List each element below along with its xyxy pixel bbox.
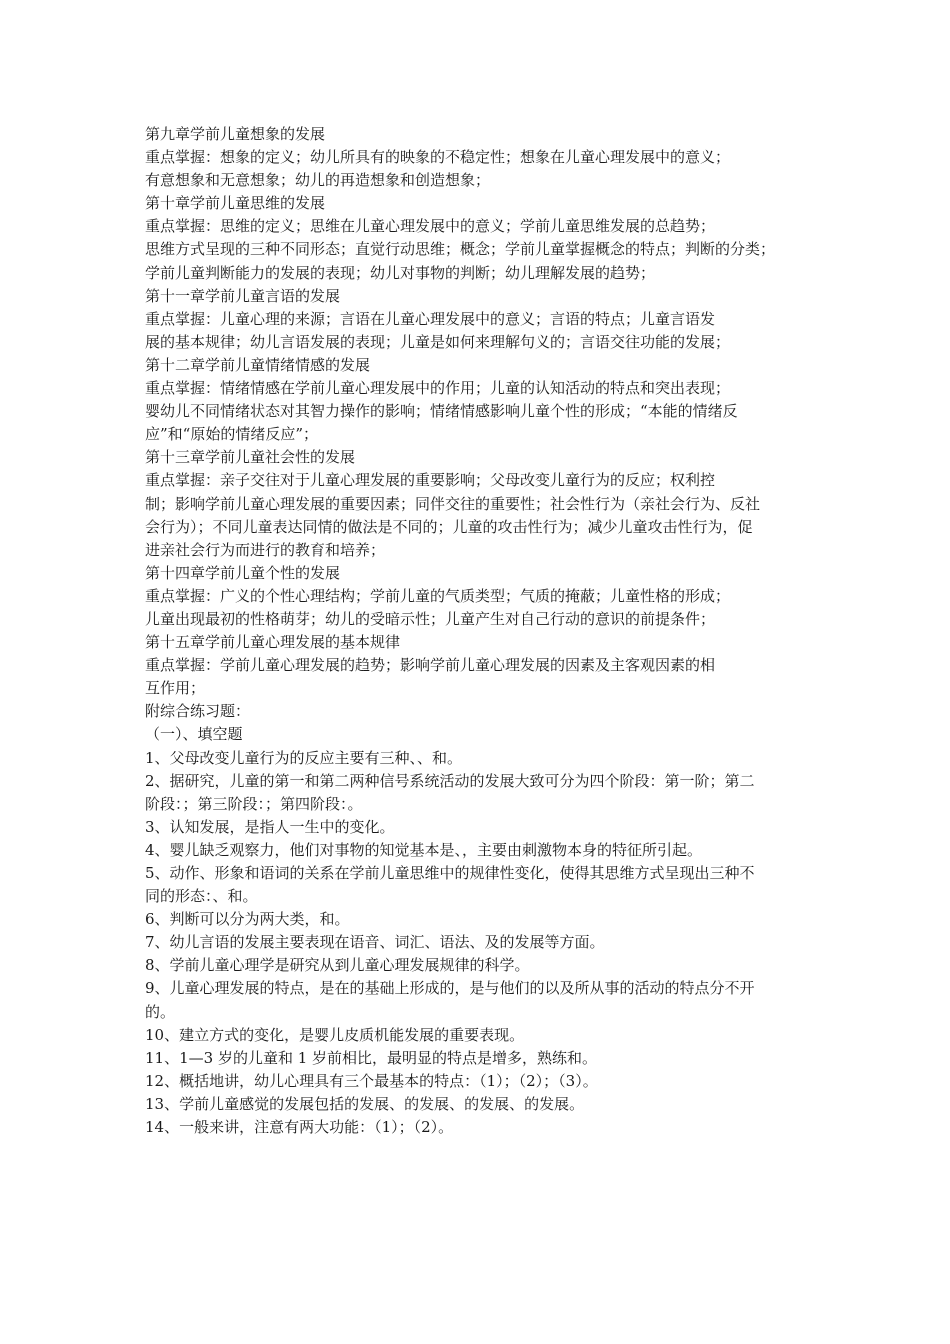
chapter-heading: 第十一章学前儿童言语的发展: [145, 286, 341, 305]
paragraph-line: 儿童出现最初的性格萌芽；幼儿的受暗示性；儿童产生对自己行动的意识的前提条件；: [145, 609, 716, 628]
question-line: 13、学前儿童感觉的发展包括的发展、的发展、的发展、的发展。: [145, 1094, 585, 1113]
question-line: 的。: [145, 1002, 176, 1021]
document-page: [145, 123, 825, 1139]
question-line: 4、婴儿缺乏观察力，他们对事物的知觉基本是、，主要由刺激物本身的特征所引起。: [145, 840, 703, 859]
question-line: 11、1—3 岁的儿童和 1 岁前相比，最明显的特点是增多，熟练和。: [145, 1048, 598, 1067]
question-line: 5、动作、形象和语词的关系在学前儿童思维中的规律性变化，使得其思维方式呈现出三种不: [145, 864, 755, 882]
paragraph-line: 重点掌握：想象的定义；幼儿所具有的映象的不稳定性；想象在儿童心理发展中的意义；: [145, 148, 731, 167]
paragraph-line: 有意想象和无意想象；幼儿的再造想象和创造想象；: [145, 171, 491, 190]
question-line: 2、据研究，儿童的第一和第二两种信号系统活动的发展大致可分为四个阶段：第一阶；第二: [145, 771, 755, 790]
question-line: 12、概括地讲，幼儿心理具有三个最基本的特点：（1）；（2）；（3）。: [145, 1071, 598, 1090]
question-line: 10、建立方式的变化，是婴儿皮质机能发展的重要表现。: [145, 1025, 525, 1044]
question-line: 3、认知发展，是指人一生中的变化。: [145, 817, 395, 836]
question-line: 14、一般来讲，注意有两大功能：（1）；（2）。: [145, 1118, 454, 1137]
question-line: 同的形态：、和。: [145, 887, 258, 906]
chapter-heading: 第十三章学前儿童社会性的发展: [145, 448, 356, 467]
chapter-heading: 第十四章学前儿童个性的发展: [145, 563, 341, 582]
paragraph-line: 展的基本规律；幼儿言语发展的表现；儿童是如何来理解句义的；言语交往功能的发展；: [145, 332, 731, 351]
paragraph-line: 应”和“原始的情绪反应”；: [145, 425, 319, 444]
paragraph-line: 重点掌握：广义的个性心理结构；学前儿童的气质类型；气质的掩蔽；儿童性格的形成；: [145, 586, 731, 605]
question-line: 7、幼儿言语的发展主要表现在语音、词汇、语法、及的发展等方面。: [145, 933, 605, 952]
paragraph-line: 会行为）；不同儿童表达同情的做法是不同的；儿童的攻击性行为；减少儿童攻击性行为，促: [145, 517, 753, 536]
paragraph-line: 重点掌握：学前儿童心理发展的趋势；影响学前儿童心理发展的因素及主客观因素的相: [145, 656, 716, 675]
chapter-heading: 第九章学前儿童想象的发展: [145, 125, 326, 143]
question-line: 9、儿童心理发展的特点，是在的基础上形成的，是与他们的以及所从事的活动的特点分不开: [145, 979, 755, 998]
chapter-heading: 第十五章学前儿童心理发展的基本规律: [145, 633, 401, 652]
paragraph-line: 学前儿童判断能力的发展的表现；幼儿对事物的判断；幼儿理解发展的趋势；: [145, 263, 656, 282]
section-heading: 附综合练习题：: [145, 702, 251, 721]
question-line: 8、学前儿童心理学是研究从到儿童心理发展规律的科学。: [145, 956, 530, 975]
paragraph-line: 进亲社会行为而进行的教育和培养；: [145, 540, 386, 559]
paragraph-line: 重点掌握：儿童心理的来源；言语在儿童心理发展中的意义；言语的特点；儿童言语发: [145, 309, 716, 328]
chapter-heading: 第十章学前儿童思维的发展: [145, 194, 326, 213]
paragraph-line: 思维方式呈现的三种不同形态；直觉行动思维；概念；学前儿童掌握概念的特点；判断的分类；: [145, 240, 776, 259]
paragraph-line: 重点掌握：思维的定义；思维在儿童心理发展中的意义；学前儿童思维发展的总趋势；: [145, 217, 716, 236]
question-line: 阶段：；第三阶段：；第四阶段：。: [145, 794, 363, 813]
paragraph-line: 重点掌握：情绪情感在学前儿童心理发展中的作用；儿童的认知活动的特点和突出表现；: [145, 379, 731, 398]
paragraph-line: 制；影响学前儿童心理发展的重要因素；同伴交往的重要性；社会性行为（亲社会行为、反社: [145, 494, 761, 513]
paragraph-line: 婴幼儿不同情绪状态对其智力操作的影响；情绪情感影响儿童个性的形成；“本能的情绪反: [145, 402, 738, 421]
paragraph-line: 重点掌握：亲子交往对于儿童心理发展的重要影响；父母改变儿童行为的反应；权利控: [145, 471, 716, 490]
subsection-heading: （一）、填空题: [145, 725, 243, 744]
chapter-heading: 第十二章学前儿童情绪情感的发展: [145, 355, 371, 374]
paragraph-line: 互作用；: [145, 679, 206, 698]
question-line: 1、父母改变儿童行为的反应主要有三种、、和。: [145, 748, 463, 767]
question-line: 6、判断可以分为两大类，和。: [145, 910, 350, 929]
